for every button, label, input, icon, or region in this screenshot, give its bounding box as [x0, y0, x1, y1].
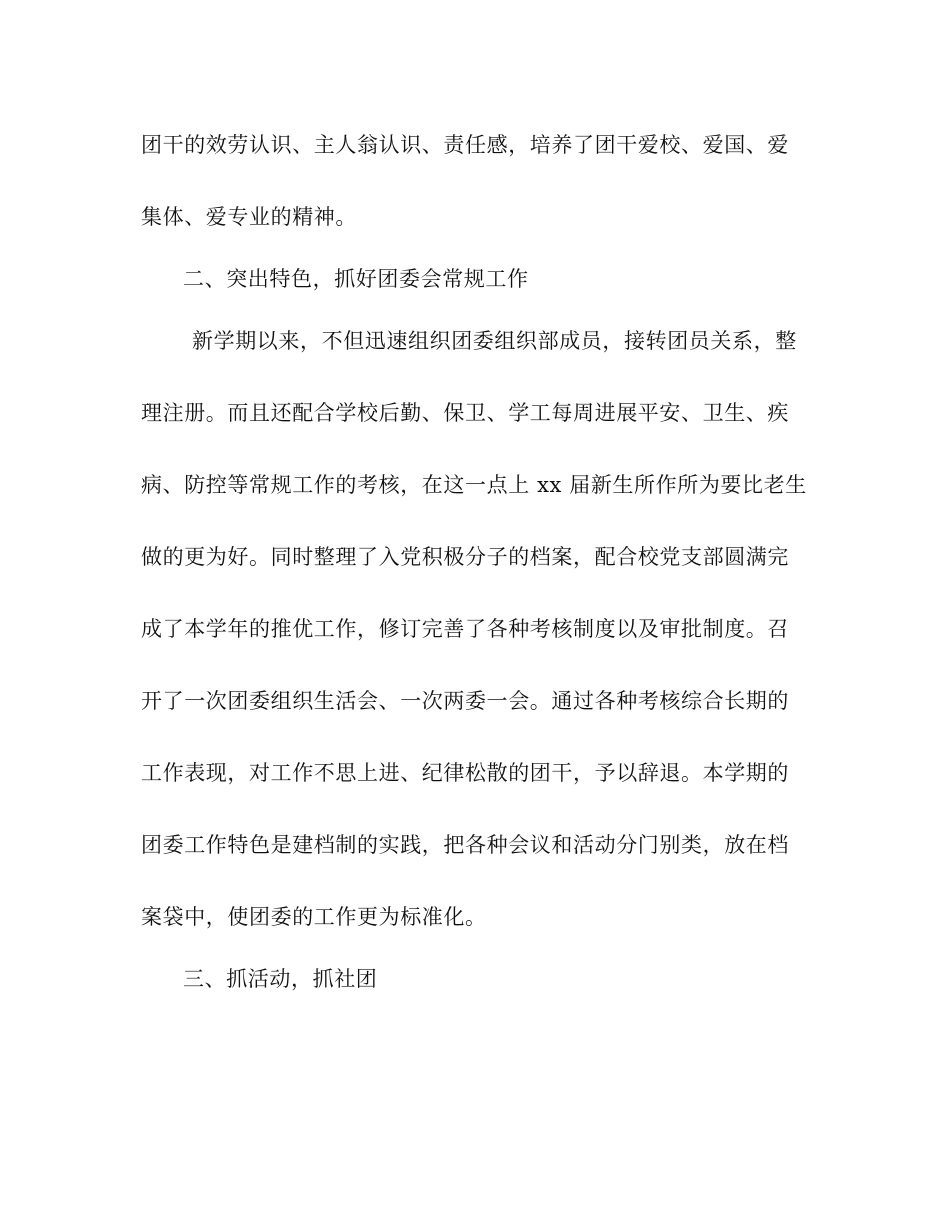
paragraph-line: 集体、爱专业的精神。 — [141, 205, 357, 229]
paragraph-line: 开了一次团委组织生活会、一次两委一会。通过各种考核综合长期的 — [141, 689, 789, 713]
paragraph-line: 团干的效劳认识、主人翁认识、责任感，培养了团干爱校、爱国、爱 — [141, 133, 789, 157]
section-heading: 三、抓活动，抓社团 — [183, 967, 378, 991]
paragraph-line: 案袋中，使团委的工作更为标准化。 — [141, 905, 487, 929]
paragraph-line: 做的更为好。同时整理了入党积极分子的档案，配合校党支部圆满完 — [141, 545, 789, 569]
section-heading: 二、突出特色，抓好团委会常规工作 — [183, 267, 529, 291]
paragraph-line: 团委工作特色是建档制的实践，把各种会议和活动分门别类，放在档 — [141, 833, 789, 857]
paragraph-line: 成了本学年的推优工作，修订完善了各种考核制度以及审批制度。召 — [141, 617, 789, 641]
paragraph-line: 工作表现，对工作不思上进、纪律松散的团干，予以辞退。本学期的 — [141, 761, 789, 785]
paragraph-line: 病、防控等常规工作的考核，在这一点上 xx 届新生所作所为要比老生 — [141, 473, 807, 497]
paragraph-line: 理注册。而且还配合学校后勤、保卫、学工每周进展平安、卫生、疾 — [141, 401, 789, 425]
paragraph-line: 新学期以来，不但迅速组织团委组织部成员，接转团员关系，整 — [192, 329, 797, 353]
